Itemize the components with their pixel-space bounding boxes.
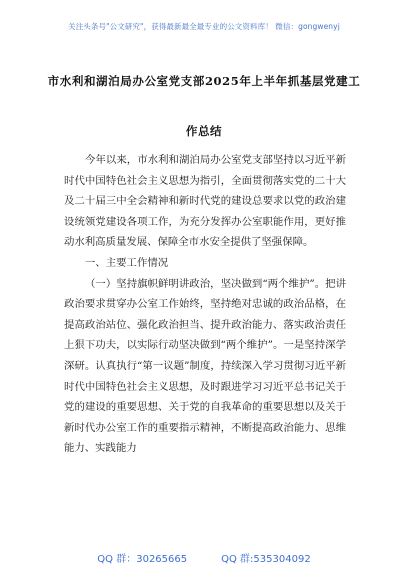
document-title-continued: 作总结 bbox=[185, 124, 223, 138]
section-heading: 一、主要工作情况 bbox=[85, 256, 169, 269]
qq-group-left: QQ 群：30265665 bbox=[97, 554, 188, 565]
document-body bbox=[64, 150, 346, 459]
footer-contact bbox=[0, 550, 408, 565]
document-title: 市水利和湖泊局办公室党支部2025年上半年抓基层党建工 bbox=[47, 74, 361, 88]
qq-group-right: QQ 群:535304092 bbox=[221, 554, 311, 565]
paragraph-intro: 今年以来，市水利和湖泊局办公室党支部坚持以习近平新时代中国特色社会主义思想为指引，全面贯彻落实党的二十大及二十届三中全会精神和新时代党的建设总要求以党的政治建设统领党建设各项工作，为充分发挥办公室职能作用，更好推动水利高质量发展、保障全市水安全提供了坚强保障。 bbox=[64, 154, 346, 249]
paragraph-section-1: （一）坚持旗帜鲜明讲政治，坚决做到“两个维护”。把讲政治要求贯穿办公室工作始终，坚持绝对忠诚的政治品格，在提高政治站位、强化政治担当、提升政治能力、落实政治责任上狠下功夫，以实际行动坚决做到“两个维护”。一是坚持深学深研。认真执行“第一议题”制度，持续深入学习贯彻习近平新时代中国特色社会主义思想，及时跟进学习习近平总书记关于党的建设的重要思想、关于党的自我革命的重要思想以及关于新时代办公室工作的重要指示精神，不断提高政治能力、思维能力、实践能力 bbox=[64, 277, 346, 455]
header-banner: 关注头条号"公文研究"，获得最新最全最专业的公文资料库！ 微信：gongwenyj bbox=[68, 22, 340, 31]
